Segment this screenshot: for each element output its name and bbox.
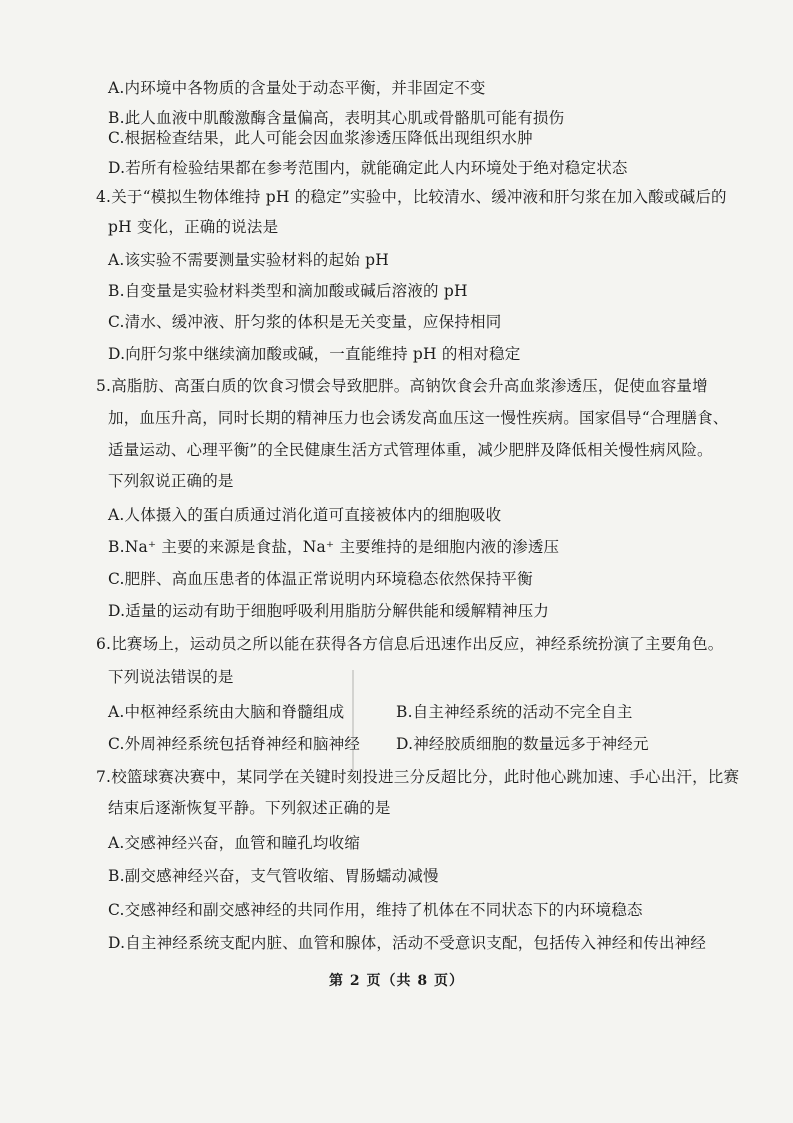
page-number-footer: 第 2 页（共 8 页）: [329, 973, 464, 989]
q3-option-b: B.此人血液中肌酸激酶含量偏高，表明其心肌或骨骼肌可能有损伤: [108, 109, 565, 127]
q4-stem-line1: 4.关于“模拟生物体维持 pH 的稳定”实验中，比较清水、缓冲液和肝匀浆在加入酸或碱后的: [96, 188, 727, 206]
q5-option-c: C.肥胖、高血压患者的体温正常说明内环境稳态依然保持平衡: [108, 570, 533, 588]
q3-option-d: D.若所有检验结果都在参考范围内，就能确定此人内环境处于绝对稳定状态: [108, 159, 628, 177]
q4-option-c: C.清水、缓冲液、肝匀浆的体积是无关变量，应保持相同: [108, 313, 502, 331]
q7-option-d: D.自主神经系统支配内脏、血管和腺体，活动不受意识支配，包括传入神经和传出神经: [108, 934, 707, 952]
q3-option-a: A.内环境中各物质的含量处于动态平衡，并非固定不变: [108, 79, 486, 97]
q3-option-c: C.根据检查结果，此人可能会因血浆渗透压降低出现组织水肿: [108, 129, 533, 147]
q7-option-a: A.交感神经兴奋，血管和瞳孔均收缩: [108, 834, 361, 852]
q5-option-a: A.人体摄入的蛋白质通过消化道可直接被体内的细胞吸收: [108, 506, 502, 524]
q7-stem-line2: 结束后逐渐恢复平静。下列叙述正确的是: [108, 799, 391, 817]
q4-option-b: B.自变量是实验材料类型和滴加酸或碱后溶液的 pH: [108, 282, 468, 300]
q5-option-b: B.Na⁺ 主要的来源是食盐，Na⁺ 主要维持的是细胞内液的渗透压: [108, 538, 560, 556]
q4-option-d: D.向肝匀浆中继续滴加酸或碱，一直能维持 pH 的相对稳定: [108, 345, 521, 363]
q7-option-c: C.交感神经和副交感神经的共同作用，维持了机体在不同状态下的内环境稳态: [108, 901, 643, 919]
q4-option-a: A.该实验不需要测量实验材料的起始 pH: [108, 251, 389, 269]
q5-stem-line1: 5.高脂肪、高蛋白质的饮食习惯会导致肥胖。高钠饮食会升高血浆渗透压，促使血容量增: [96, 377, 708, 395]
q6-option-c: C.外周神经系统包括脊神经和脑神经: [108, 735, 361, 753]
q4-stem-line2: pH 变化，正确的说法是: [108, 218, 279, 236]
scan-artifact: [352, 670, 354, 770]
q7-stem-line1: 7.校篮球赛决赛中，某同学在关键时刻投进三分反超比分，此时他心跳加速、手心出汗，比赛: [96, 768, 740, 786]
q7-option-b: B.副交感神经兴奋，支气管收缩、胃肠蠕动减慢: [108, 867, 439, 885]
q5-stem-line4: 下列叙说正确的是: [108, 472, 234, 490]
q5-option-d: D.适量的运动有助于细胞呼吸利用脂肪分解供能和缓解精神压力: [108, 602, 550, 620]
q6-option-d: D.神经胶质细胞的数量远多于神经元: [396, 735, 649, 753]
q5-stem-line2: 加，血压升高，同时长期的精神压力也会诱发高血压这一慢性疾病。国家倡导“合理膳食、: [108, 409, 729, 427]
q6-stem-line1: 6.比赛场上，运动员之所以能在获得各方信息后迅速作出反应，神经系统扮演了主要角色。: [96, 635, 724, 653]
q6-option-a: A.中枢神经系统由大脑和脊髓组成: [108, 703, 345, 721]
q6-stem-line2: 下列说法错误的是: [108, 668, 234, 686]
q6-option-b: B.自主神经系统的活动不完全自主: [396, 703, 633, 721]
q5-stem-line3: 适量运动、心理平衡”的全民健康生活方式管理体重，减少肥胖及降低相关慢性病风险。: [108, 441, 713, 459]
